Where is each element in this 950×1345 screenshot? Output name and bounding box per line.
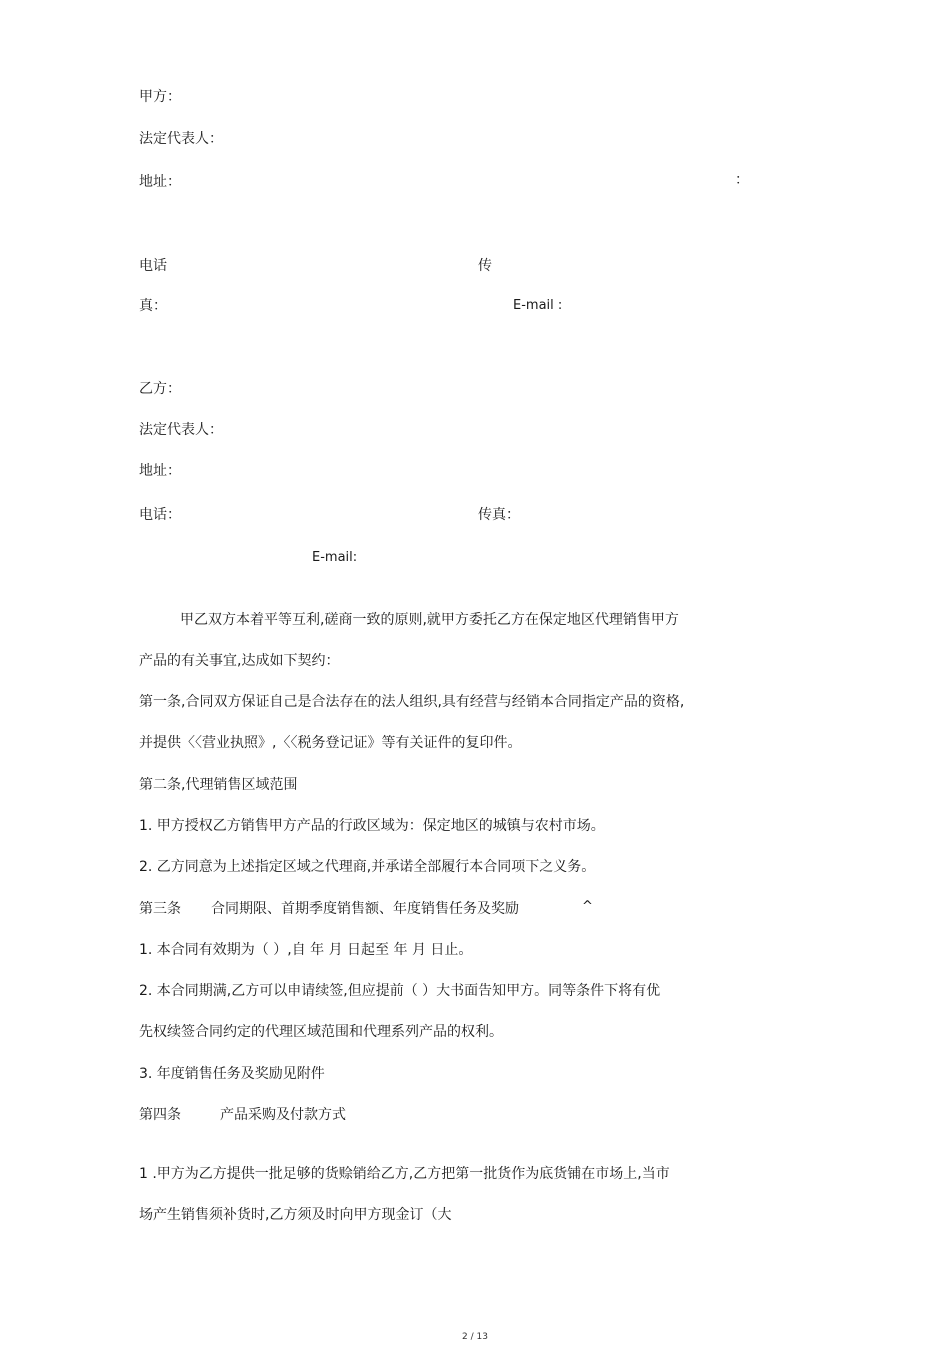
party-a-address-colon: ：: [735, 172, 749, 188]
party-a-fax-part2: 真：: [139, 298, 167, 314]
article-4-item-1a: 1 .甲方为乙方提供一批足够的货赊销给乙方,乙方把第一批货作为底货铺在市场上,当市: [139, 1166, 670, 1182]
article-2-item-1: 1. 甲方授权乙方销售甲方产品的行政区域为：保定地区的城镇与农村市场。: [139, 818, 605, 834]
article-3-item-3: 3. 年度销售任务及奖励见附件: [139, 1066, 325, 1082]
party-b-label: 乙方：: [139, 381, 181, 397]
party-b-fax: 传真：: [478, 507, 520, 523]
article-3-item-1: 1. 本合同有效期为（ ）,自 年 月 日起至 年 月 日止。: [139, 942, 473, 958]
article-4-item-1b: 场产生销售须补货时,乙方须及时向甲方现金订（大: [139, 1207, 452, 1223]
party-a-label: 甲方：: [139, 89, 181, 105]
page-number: 2 / 13: [462, 1332, 488, 1342]
party-a-address: 地址：: [139, 174, 181, 190]
party-a-fax-part1: 传: [478, 258, 492, 274]
party-b-phone: 电话：: [139, 507, 181, 523]
article-2-item-2: 2. 乙方同意为上述指定区域之代理商,并承诺全部履行本合同项下之义务。: [139, 859, 596, 875]
article-1-line-2: 并提供〈〈营业执照》,〈〈税务登记证》等有关证件的复印件。: [139, 735, 522, 751]
article-3-item-2a: 2. 本合同期满,乙方可以申请续签,但应提前（ ）大书面告知甲方。同等条件下将有优: [139, 983, 661, 999]
article-3-item-2b: 先权续签合同约定的代理区域范围和代理系列产品的权利。: [139, 1024, 503, 1040]
party-b-email: E-mail:: [312, 550, 358, 565]
article-4-label: 第四条: [139, 1107, 181, 1123]
party-a-email: E-mail :: [513, 298, 563, 313]
party-a-phone: 电话: [139, 258, 167, 274]
party-b-rep: 法定代表人：: [139, 422, 223, 438]
article-3-title: 合同期限、首期季度销售额、年度销售任务及奖励: [211, 901, 519, 917]
party-a-rep: 法定代表人：: [139, 131, 223, 147]
article-3-label: 第三条: [139, 901, 181, 917]
article-1-line-1: 第一条,合同双方保证自己是合法存在的法人组织,具有经营与经销本合同指定产品的资格,: [139, 694, 685, 710]
party-b-address: 地址：: [139, 463, 181, 479]
article-4-title: 产品采购及付款方式: [220, 1107, 346, 1123]
intro-line-2: 产品的有关事宜,达成如下契约：: [139, 653, 340, 669]
article-2-title: 第二条,代理销售区域范围: [139, 777, 298, 793]
intro-line-1: 甲乙双方本着平等互利,磋商一致的原则,就甲方委托乙方在保定地区代理销售甲方: [180, 612, 679, 628]
article-3-caret: ^: [582, 899, 593, 914]
